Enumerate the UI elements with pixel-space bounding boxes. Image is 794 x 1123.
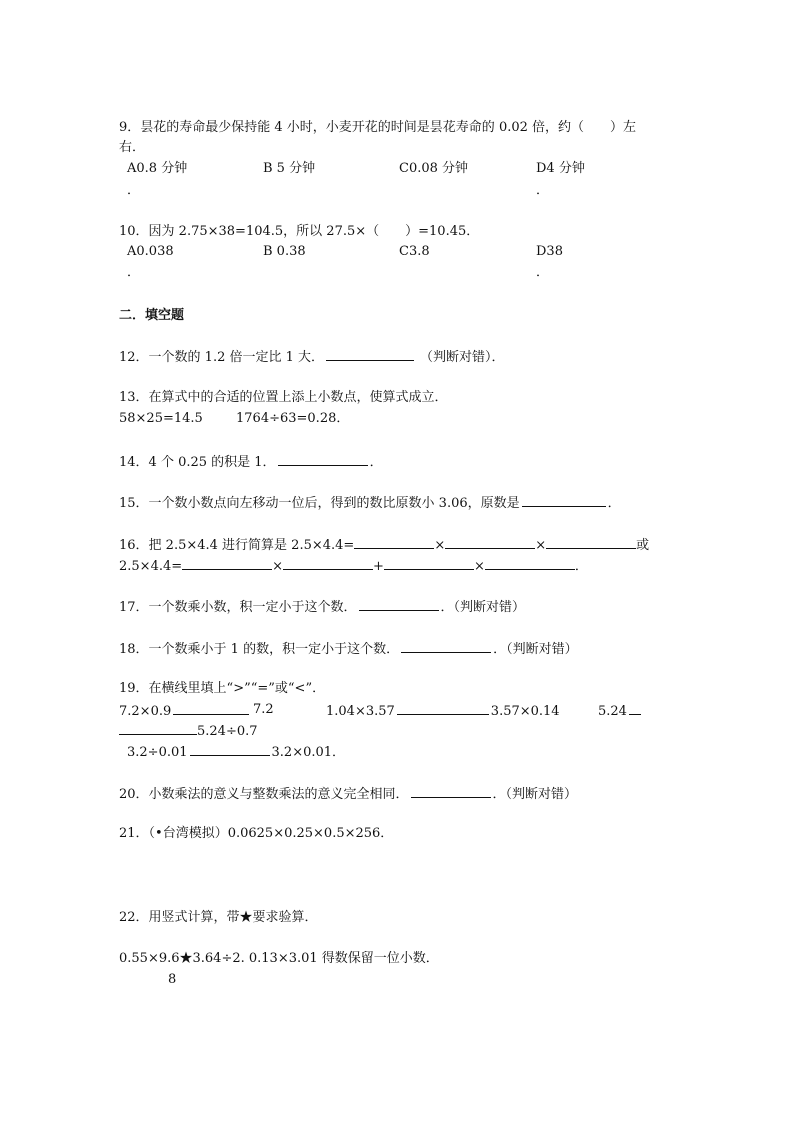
- q14-text: 14．4 个 0.25 的积是 1．: [119, 455, 276, 470]
- q19-row1-b: [326, 702, 560, 720]
- section-title: 二．填空题: [119, 308, 185, 323]
- q19-a-left: 7.2×0.9: [119, 704, 172, 719]
- q19-blank-c-start[interactable]: [629, 702, 641, 715]
- q19-a-right: 7.2: [253, 702, 274, 717]
- q14: [119, 453, 383, 471]
- q16-times-2: ×: [535, 538, 547, 553]
- q16-blank-7[interactable]: [485, 557, 575, 570]
- q16-line1: [119, 536, 649, 554]
- q16-times-1: ×: [434, 538, 446, 553]
- q19-c-left: 5.24: [598, 704, 627, 719]
- q13-text: 13．在算式中的合适的位置上添上小数点，使算式成立．: [119, 390, 448, 405]
- q16-blank-5[interactable]: [283, 557, 373, 570]
- q16-blank-6[interactable]: [384, 557, 474, 570]
- q20-hint: ．（判断对错）: [492, 787, 578, 802]
- q19-d-left: 3.2÷0.01: [127, 745, 188, 760]
- q17-answer-blank[interactable]: [359, 598, 439, 611]
- q19-d-right: 3.2×0.01．: [271, 745, 346, 760]
- q13-eq1: 58×25=14.5: [119, 411, 203, 426]
- q9-option-b: B 5 分钟: [263, 161, 316, 176]
- q16-text-2: 2.5×4.4=: [119, 559, 183, 574]
- q22-line: 0.55×9.6★3.64÷2. 0.13×3.01 得数保留一位小数．: [119, 951, 439, 966]
- q19-row3: [127, 743, 345, 761]
- q19-text: 19．在横线里填上“>”“=”或“<”．: [119, 681, 326, 696]
- q16-text: 16．把 2.5×4.4 进行简算是 2.5×4.4=: [119, 538, 355, 553]
- q19-row1-c: [598, 702, 641, 720]
- q10-option-c: C3.8: [399, 244, 430, 259]
- q13-eq2: 1764÷63=0.28．: [236, 411, 350, 426]
- q9-option-d: D4 分钟: [536, 161, 585, 176]
- q16-end: ．: [574, 559, 588, 574]
- q18-hint: ．（判断对错）: [493, 642, 578, 657]
- q10-option-a: A0.038: [127, 244, 174, 259]
- q19-blank-a[interactable]: [173, 702, 249, 715]
- q15: [119, 494, 621, 512]
- q9-option-a: A0.8 分钟: [127, 161, 188, 176]
- q17-text: 17．一个数乘小数，积一定小于这个数．: [119, 600, 357, 615]
- q19-b-left: 1.04×3.57: [326, 704, 395, 719]
- q14-answer-blank[interactable]: [278, 453, 368, 466]
- q19-blank-d[interactable]: [190, 743, 270, 756]
- q19-c-right: 5.24÷0.7: [197, 724, 258, 739]
- q12-hint: （判断对错）．: [420, 350, 505, 365]
- q9-option-c: C0.08 分钟: [399, 161, 469, 176]
- q18: [119, 640, 578, 658]
- q12-answer-blank[interactable]: [326, 348, 414, 361]
- q20: [119, 785, 577, 803]
- q16-times-3: ×: [272, 559, 284, 574]
- q16-blank-3[interactable]: [546, 536, 636, 549]
- q19-blank-b[interactable]: [397, 702, 489, 715]
- q22-text: 22．用竖式计算，带★要求验算．: [119, 910, 318, 925]
- q16-blank-4[interactable]: [182, 557, 272, 570]
- q12-text: 12．一个数的 1.2 倍一定比 1 大．: [119, 350, 325, 365]
- q16-line2: [119, 557, 588, 575]
- q9-line2: 右．: [119, 140, 146, 155]
- q12: [119, 348, 505, 366]
- q10-text: 10．因为 2.75×38=104.5，所以 27.5×（ ）=10.45．: [119, 224, 480, 239]
- q10-option-b: B 0.38: [263, 244, 306, 259]
- q21-text: 21．（•台湾模拟）0.0625×0.25×0.5×256．: [119, 826, 394, 841]
- q18-answer-blank[interactable]: [401, 640, 491, 653]
- q16-or: 或: [636, 538, 650, 553]
- q16-times-4: ×: [473, 559, 485, 574]
- q16-plus: +: [373, 559, 384, 574]
- q14-end: ．: [369, 455, 383, 470]
- q22-sub: 8: [168, 972, 177, 987]
- q16-blank-2[interactable]: [445, 536, 535, 549]
- q20-text: 20．小数乘法的意义与整数乘法的意义完全相同．: [119, 787, 409, 802]
- q10-dot-d: ．: [536, 265, 550, 280]
- q18-text: 18．一个数乘小于 1 的数，积一定小于这个数．: [119, 642, 400, 657]
- q9-dot-a: ．: [127, 183, 141, 198]
- q17-hint: ．（判断对错）: [440, 600, 526, 615]
- q9-dot-d: ．: [536, 183, 550, 198]
- q19-b-right: 3.57×0.14: [490, 704, 560, 719]
- q16-blank-1[interactable]: [354, 536, 434, 549]
- q15-text: 15．一个数小数点向左移动一位后，得到的数比原数小 3.06，原数是: [119, 496, 520, 511]
- q19-blank-c[interactable]: [119, 722, 197, 735]
- q19-row1-a: [119, 702, 249, 720]
- q10-dot-a: ．: [127, 265, 141, 280]
- q9-line1: 9．昙花的寿命最少保持能 4 小时，小麦开花的时间是昙花寿命的 0.02 倍，约（ ）左: [119, 120, 637, 135]
- q10-option-d: D38: [536, 244, 563, 259]
- q15-end: ．: [607, 496, 621, 511]
- q20-answer-blank[interactable]: [411, 785, 491, 798]
- q19-row2: [119, 722, 258, 740]
- q15-answer-blank[interactable]: [522, 494, 606, 507]
- q17: [119, 598, 525, 616]
